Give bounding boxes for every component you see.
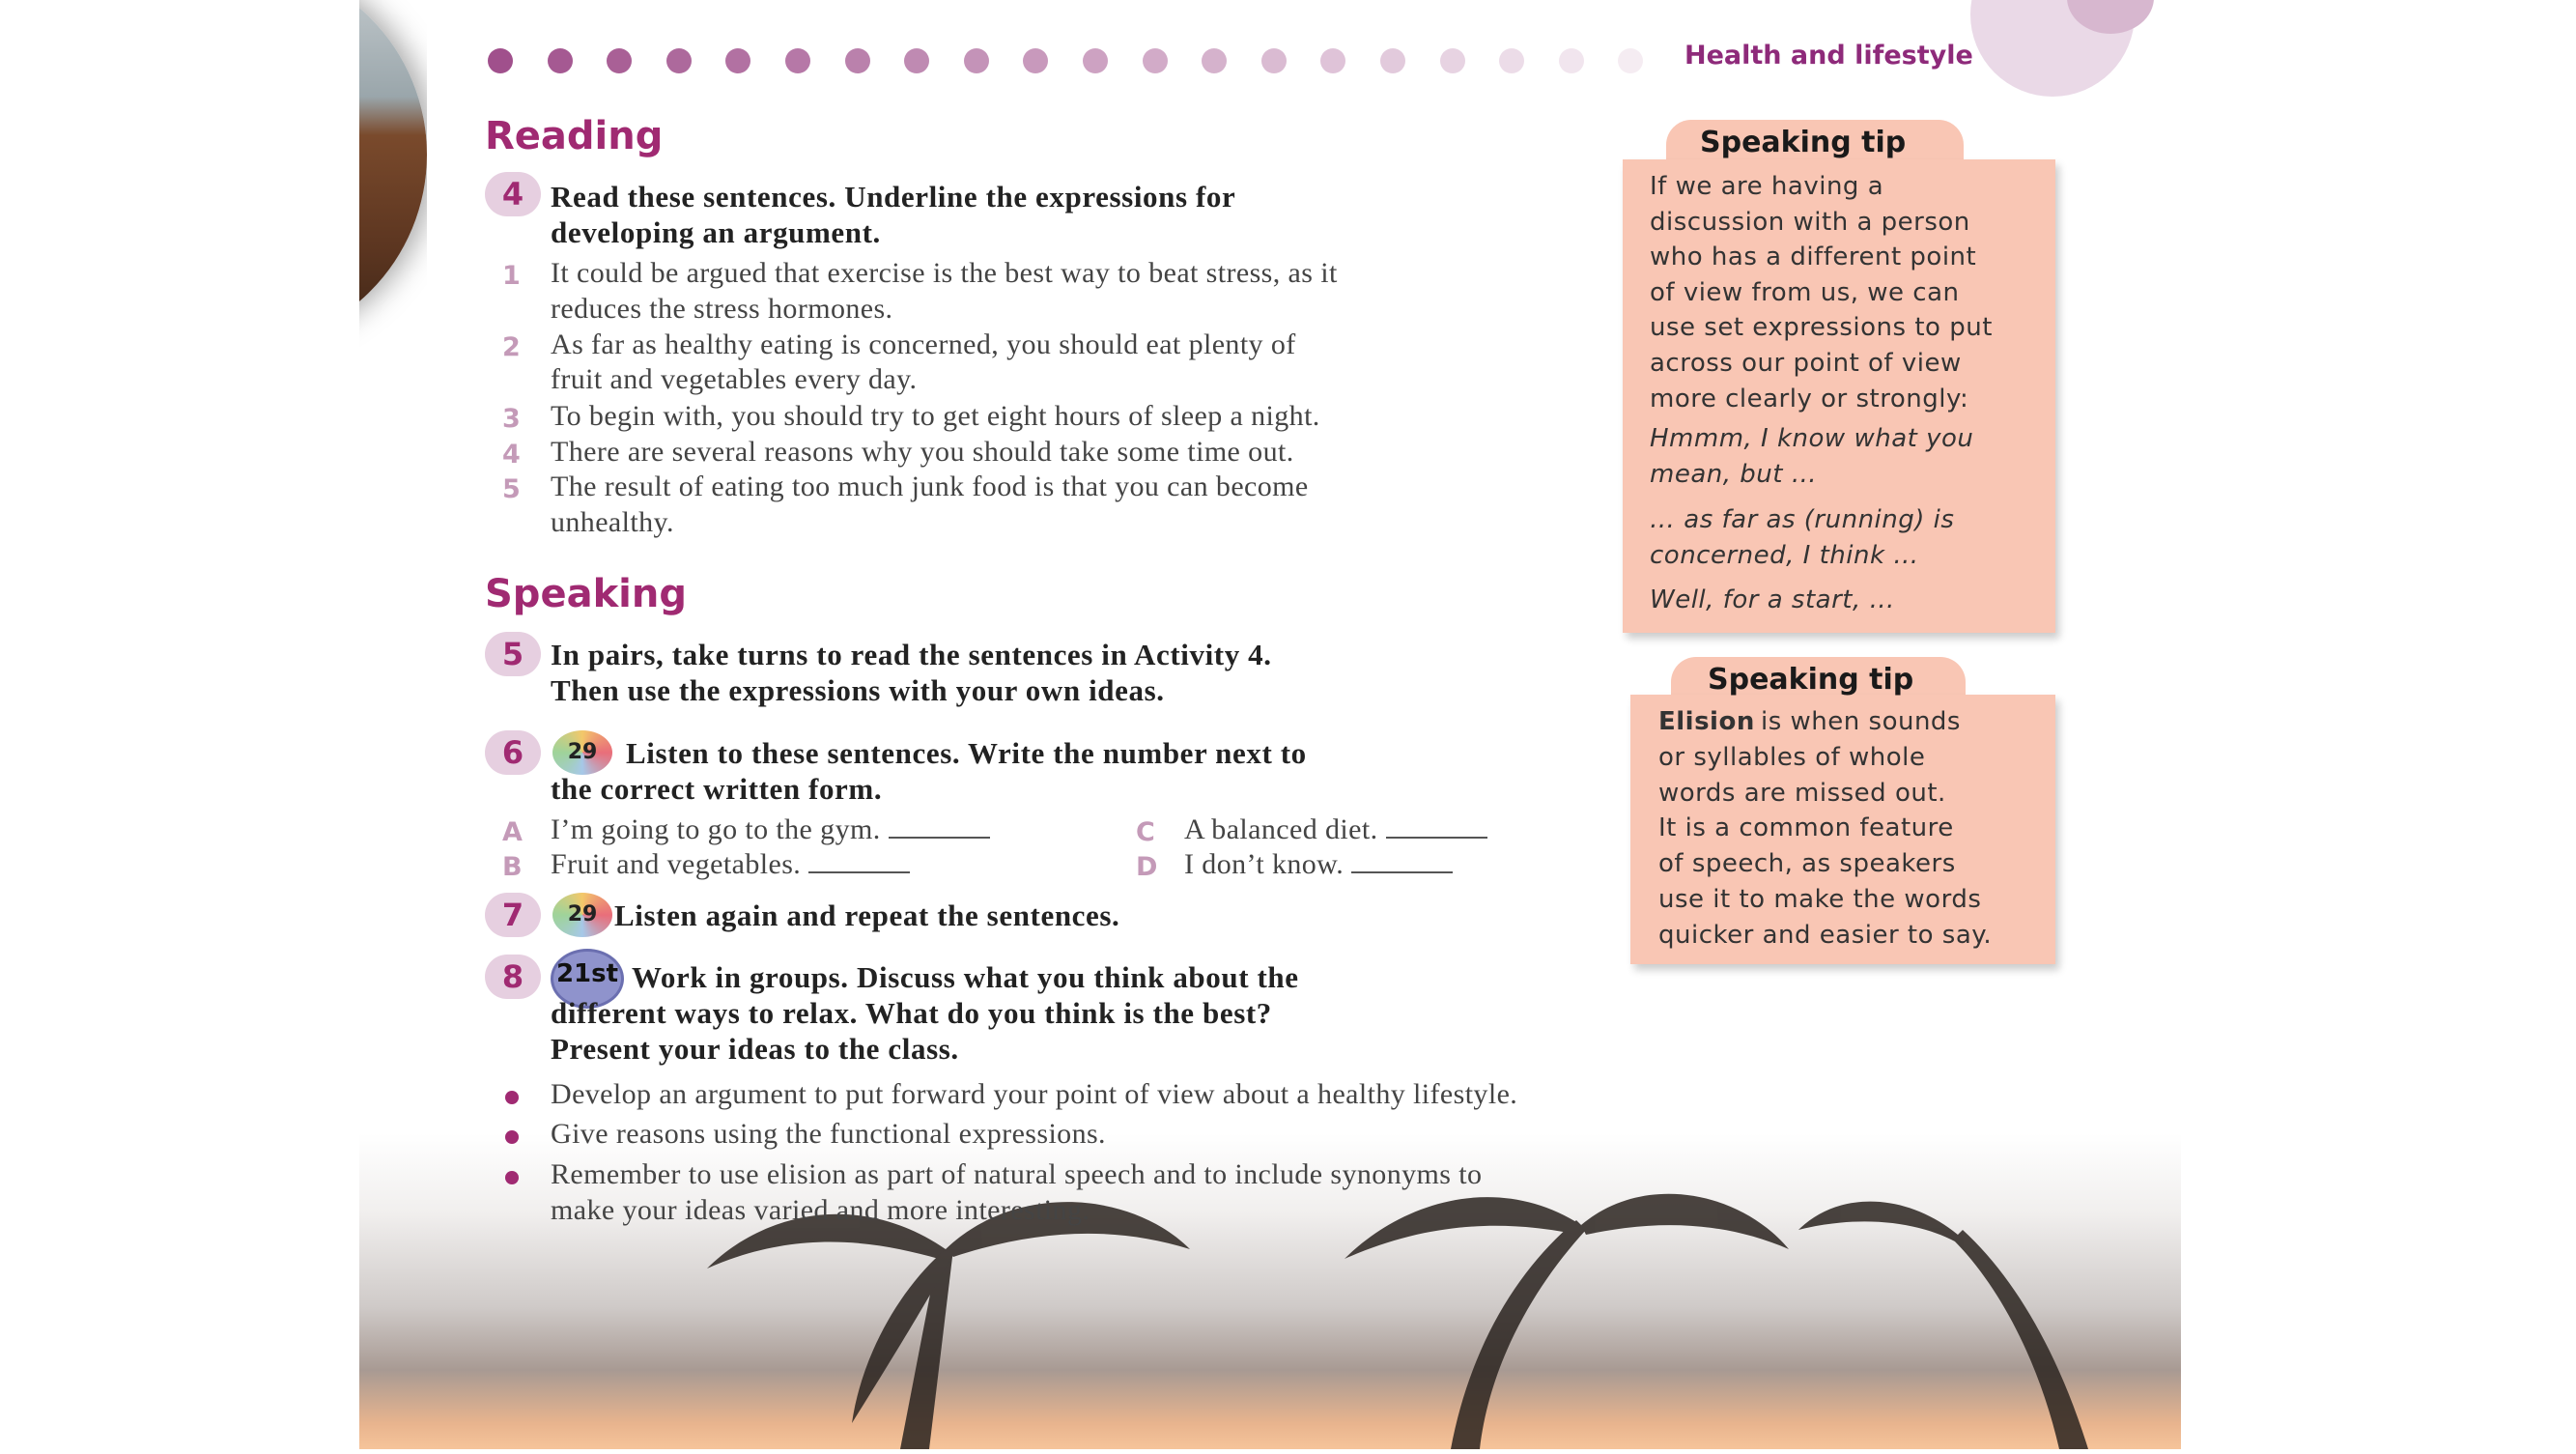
bullet-icon	[505, 1130, 519, 1144]
unit-topic: Health and lifestyle	[1684, 41, 1973, 71]
decorative-dot	[1618, 48, 1643, 73]
speaking-heading: Speaking	[485, 572, 687, 616]
option-letter: D	[1136, 852, 1158, 882]
answer-blank[interactable]	[1386, 837, 1487, 839]
item-number: 5	[502, 474, 521, 504]
instruction-line: Listen again and repeat the sentences.	[614, 898, 1120, 932]
decorative-dot	[1202, 48, 1227, 73]
tip-text-line: quicker and easier to say.	[1658, 920, 1993, 950]
bullet-text: Develop an argument to put forward your point of view about a healthy lifestyle.	[551, 1078, 1518, 1110]
option-text: A balanced diet.	[1184, 813, 1487, 846]
21st-century-skills-badge: 21st	[551, 949, 624, 1009]
decorative-dot	[1440, 48, 1465, 73]
tip-text-line: is when sounds	[1761, 707, 1961, 736]
item-text: The result of eating too much junk food is that you can become	[551, 470, 1309, 502]
answer-blank[interactable]	[1351, 871, 1453, 873]
decorative-dot	[666, 48, 692, 73]
instruction-line: Listen to these sentences. Write the number next to	[626, 736, 1307, 770]
tip-text-line: use it to make the words	[1658, 885, 1982, 914]
item-text: There are several reasons why you should take some time out.	[551, 436, 1294, 468]
audio-cd-icon[interactable]: 29	[552, 893, 612, 937]
option-text: I don’t know.	[1184, 848, 1453, 881]
answer-blank[interactable]	[889, 837, 990, 839]
instruction-line: Read these sentences. Underline the expressions for	[551, 180, 1236, 214]
instruction-line: Then use the expressions with your own ideas.	[551, 673, 1165, 707]
tip-text-line: If we are having a	[1650, 172, 1884, 201]
decorative-dot	[964, 48, 989, 73]
tip-text-line: of speech, as speakers	[1658, 849, 1956, 879]
tip-text-line: across our point of view	[1650, 349, 1962, 378]
activity-number: 7	[485, 893, 541, 937]
tip-text-line: of view from us, we can	[1650, 277, 1960, 307]
decorative-dot	[785, 48, 810, 73]
bullet-text: make your ideas varied and more interesting.	[551, 1194, 1090, 1226]
reading-heading: Reading	[485, 114, 664, 158]
tip-text-line: words are missed out.	[1658, 778, 1946, 808]
decorative-dot	[1559, 48, 1584, 73]
item-text: To begin with, you should try to get eight hours of sleep a night.	[551, 400, 1320, 432]
item-number: 3	[502, 404, 521, 434]
instruction-line: developing an argument.	[551, 215, 881, 249]
bullet-text: Give reasons using the functional expressions.	[551, 1118, 1106, 1150]
tip-text-line: who has a different point	[1650, 242, 1977, 272]
item-text: unhealthy.	[551, 506, 674, 538]
tip-text-line: mean, but …	[1650, 460, 1818, 489]
decorative-dot	[1261, 48, 1287, 73]
tip-text-line: or syllables of whole	[1658, 742, 1926, 772]
tip-text-line: It is a common feature	[1658, 813, 1954, 843]
activity-number: 5	[485, 632, 541, 676]
instruction-line: different ways to relax. What do you think is the best?	[551, 996, 1272, 1030]
decorative-dot	[1380, 48, 1405, 73]
tip-text-line: discussion with a person	[1650, 207, 1970, 237]
option-text: Fruit and vegetables.	[551, 848, 910, 881]
tip-title: Speaking tip	[1700, 126, 1907, 159]
decorative-dot	[1023, 48, 1048, 73]
tip-title: Speaking tip	[1708, 663, 1914, 697]
audio-cd-icon[interactable]: 29	[552, 730, 612, 775]
photo-left	[359, 0, 427, 348]
bullet-icon	[505, 1171, 519, 1184]
tip-text-line: concerned, I think …	[1650, 541, 1919, 570]
instruction-line: Present your ideas to the class.	[551, 1032, 959, 1066]
decorative-dot	[607, 48, 632, 73]
tip-text-line: Hmmm, I know what you	[1650, 424, 1974, 453]
tip-bold-term: Elision	[1658, 707, 1755, 736]
decorative-dot	[1320, 48, 1345, 73]
item-number: 2	[502, 332, 521, 362]
option-letter: C	[1136, 817, 1155, 847]
option-letter: A	[502, 817, 523, 847]
instruction-line: the correct written form.	[551, 772, 883, 806]
decorative-dot	[1083, 48, 1108, 73]
tip-text-line: … as far as (running) is	[1650, 505, 1955, 534]
item-text: reduces the stress hormones.	[551, 293, 893, 325]
instruction-line: Work in groups. Discuss what you think about the	[632, 960, 1299, 994]
activity-number: 4	[485, 172, 541, 216]
bullet-text: Remember to use elision as part of natural speech and to include synonyms to	[551, 1158, 1483, 1190]
decorative-dot	[904, 48, 929, 73]
option-letter: B	[502, 852, 523, 882]
tip-text-line: more clearly or strongly:	[1650, 384, 1969, 413]
activity-number: 8	[485, 955, 541, 999]
instruction-line: In pairs, take turns to read the sentences in Activity 4.	[551, 638, 1272, 671]
activity-number: 6	[485, 730, 541, 775]
option-text: I’m going to go to the gym.	[551, 813, 990, 846]
decorative-dot	[845, 48, 870, 73]
item-number: 1	[502, 261, 521, 291]
decorative-dot	[1499, 48, 1524, 73]
answer-blank[interactable]	[808, 871, 910, 873]
item-text: It could be argued that exercise is the best way to beat stress, as it	[551, 257, 1338, 289]
tip-text-line: use set expressions to put	[1650, 313, 1993, 343]
decorative-dot	[548, 48, 573, 73]
decorative-dot	[1143, 48, 1168, 73]
decorative-dot	[488, 48, 513, 73]
item-text: fruit and vegetables every day.	[551, 363, 918, 395]
decorative-dot	[725, 48, 750, 73]
bullet-icon	[505, 1091, 519, 1104]
item-text: As far as healthy eating is concerned, you should eat plenty of	[551, 328, 1296, 360]
tip-text-line: Well, for a start, …	[1650, 585, 1895, 614]
item-number: 4	[502, 440, 521, 470]
